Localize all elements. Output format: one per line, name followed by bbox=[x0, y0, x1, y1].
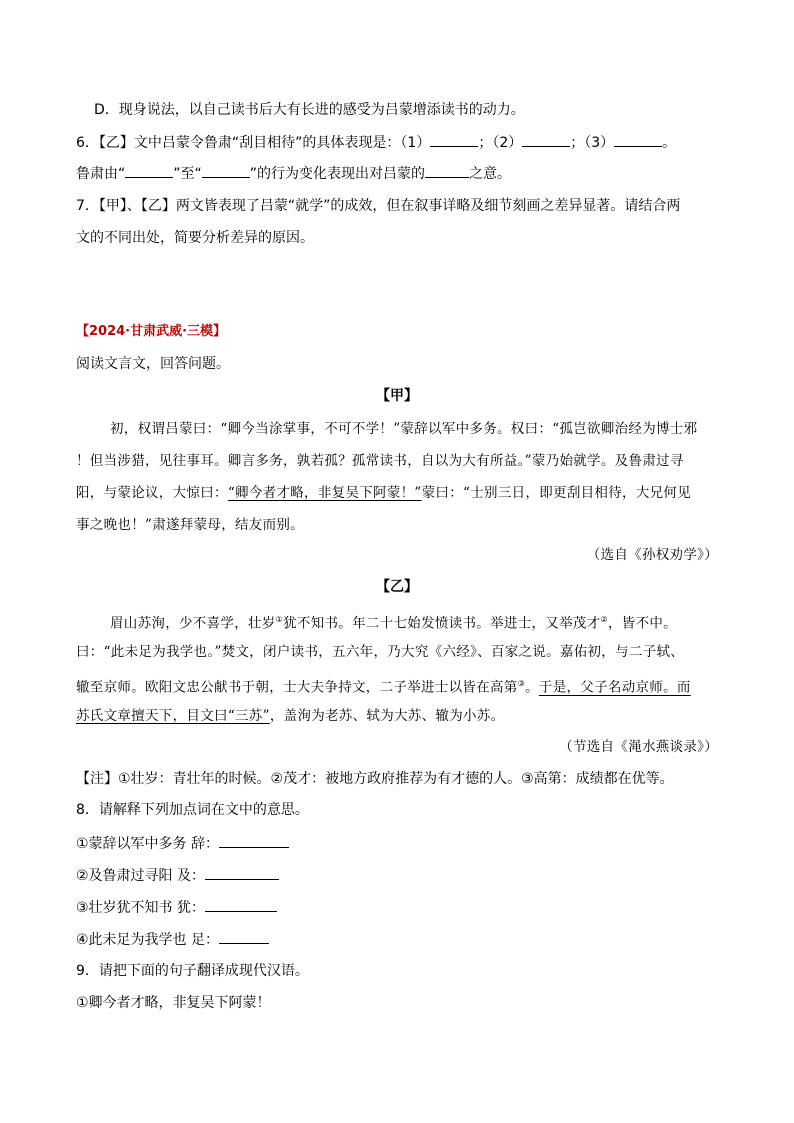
source-tag: 【2024·甘肃武威·三模】 bbox=[76, 324, 227, 339]
reading-instruction: 阅读文言文，回答问题。 bbox=[76, 356, 230, 372]
q8-item-text: ④此未足为我学也 足： bbox=[76, 932, 220, 948]
answer-blank[interactable] bbox=[205, 897, 277, 912]
yi-line-1 bbox=[110, 610, 677, 634]
passage-jia-title: 【甲】 bbox=[376, 388, 418, 404]
yi-source: （节选自《渑水燕谈录》） bbox=[559, 739, 718, 755]
yi-line-3-b: 。 bbox=[525, 679, 539, 696]
jia-line-1: 初，权谓吕蒙曰：“卿今当涂掌事，不可不学！”蒙辞以军中多务。权曰：“孤岂欲卿治经为博士邪 bbox=[110, 421, 698, 437]
q6-text-2d: 之意。 bbox=[469, 166, 512, 182]
q8-item-4 bbox=[76, 929, 269, 950]
question-7-line-2: 文的不同出处，简要分析差异的原因。 bbox=[76, 230, 314, 246]
footnote-marker: ② bbox=[600, 615, 608, 624]
footnote-marker: ③ bbox=[517, 679, 526, 688]
answer-blank[interactable] bbox=[614, 132, 662, 147]
answer-blank[interactable] bbox=[522, 132, 570, 147]
q8-item-3 bbox=[76, 897, 277, 918]
jia-line-3 bbox=[76, 483, 691, 503]
yi-line-1-c: ，皆不中。 bbox=[607, 615, 677, 632]
question-6-line-1 bbox=[76, 132, 676, 153]
answer-blank[interactable] bbox=[219, 833, 289, 848]
q8-item-1 bbox=[76, 833, 289, 854]
underlined-sentence: “卿今者才略，非复吴下阿蒙！” bbox=[227, 485, 422, 501]
jia-line-2: ！但当涉猎，见往事耳。卿言多务，孰若孤？孤常读书，自以为大有所益。”蒙乃始就学。及鲁肃过寻 bbox=[76, 453, 684, 469]
q6-sep-1: ；（2） bbox=[478, 135, 523, 151]
q8-item-2 bbox=[76, 865, 279, 886]
annotation-note: 【注】①壮岁：青壮年的时候。②茂才：被地方政府推荐为有才德的人。③高第：成绩都在优等。 bbox=[76, 771, 674, 787]
q8-item-text: ③壮岁犹不知书 犹： bbox=[76, 900, 206, 916]
jia-line-3-b: 蒙曰：“士别三日，即更刮目相待，大兄何见 bbox=[421, 485, 692, 501]
jia-line-4: 事之晚也！”肃遂拜蒙母，结友而别。 bbox=[76, 517, 305, 533]
yi-line-3-a: 辙至京师。欧阳文忠公献书于朝，士大夫争持文，二子举进士以皆在高第 bbox=[76, 679, 518, 696]
yi-line-1-a: 眉山苏洵，少不喜学，壮岁 bbox=[110, 615, 276, 632]
yi-line-2: 曰：“此未足为我学也。”焚文，闭户读书，五六年，乃大究《六经》、百家之说。嘉佑初，与二子轼、 bbox=[76, 644, 685, 660]
q8-item-text: ②及鲁肃过寻阳 及： bbox=[76, 868, 206, 884]
q6-end-1: 。 bbox=[662, 135, 677, 151]
answer-blank[interactable] bbox=[205, 865, 279, 880]
answer-blank[interactable] bbox=[219, 929, 269, 944]
yi-line-3 bbox=[76, 674, 691, 698]
question-7-line-1: 7．【甲】、【乙】两文皆表现了吕蒙“就学”的成效，但在叙事详略及细节刻画之差异显著。请结合两 bbox=[76, 198, 681, 214]
q6-text-2c: ”的行为变化表现出对吕蒙的 bbox=[249, 166, 426, 182]
yi-line-4 bbox=[76, 706, 504, 726]
q9-item-1: ①卿今者才略，非复吴下阿蒙！ bbox=[76, 995, 271, 1011]
q6-sep-2: ；（3） bbox=[570, 135, 615, 151]
jia-line-3-a: 阳，与蒙论议，大惊曰： bbox=[76, 485, 228, 501]
q6-text-2b: ”至“ bbox=[173, 166, 202, 182]
q5-option-d: D．现身说法，以自己读书后大有长进的感受为吕蒙增添读书的动力。 bbox=[94, 102, 525, 118]
answer-blank[interactable] bbox=[125, 163, 173, 178]
underlined-sentence: 于是，父子名动京师。而 bbox=[538, 679, 691, 696]
question-6-line-2 bbox=[76, 163, 511, 184]
yi-line-1-b: 犹不知书。年二十七始发愤读书。举进士，又举茂才 bbox=[283, 615, 601, 632]
q6-text-2a: 鲁肃由“ bbox=[76, 166, 126, 182]
q6-text-1: 6．【乙】文中吕蒙令鲁肃“刮目相待”的具体表现是：（1） bbox=[76, 135, 431, 151]
passage-yi-title: 【乙】 bbox=[376, 579, 418, 595]
footnote-marker: ① bbox=[275, 615, 284, 624]
answer-blank[interactable] bbox=[202, 163, 250, 178]
answer-blank[interactable] bbox=[430, 132, 478, 147]
q8-item-text: ①蒙辞以军中多务 辞： bbox=[76, 836, 220, 852]
answer-blank[interactable] bbox=[425, 163, 469, 178]
yi-line-4-b: ，盖洵为老苏、轼为大苏、辙为小苏。 bbox=[269, 708, 505, 724]
question-9-title: 9．请把下面的句子翻译成现代汉语。 bbox=[76, 963, 309, 979]
question-8-title: 8．请解释下列加点词在文中的意思。 bbox=[76, 802, 309, 818]
jia-source: （选自《孙权劝学》） bbox=[586, 547, 718, 563]
underlined-sentence-cont: 苏氏文章擅天下，目文曰“三苏” bbox=[76, 708, 270, 724]
